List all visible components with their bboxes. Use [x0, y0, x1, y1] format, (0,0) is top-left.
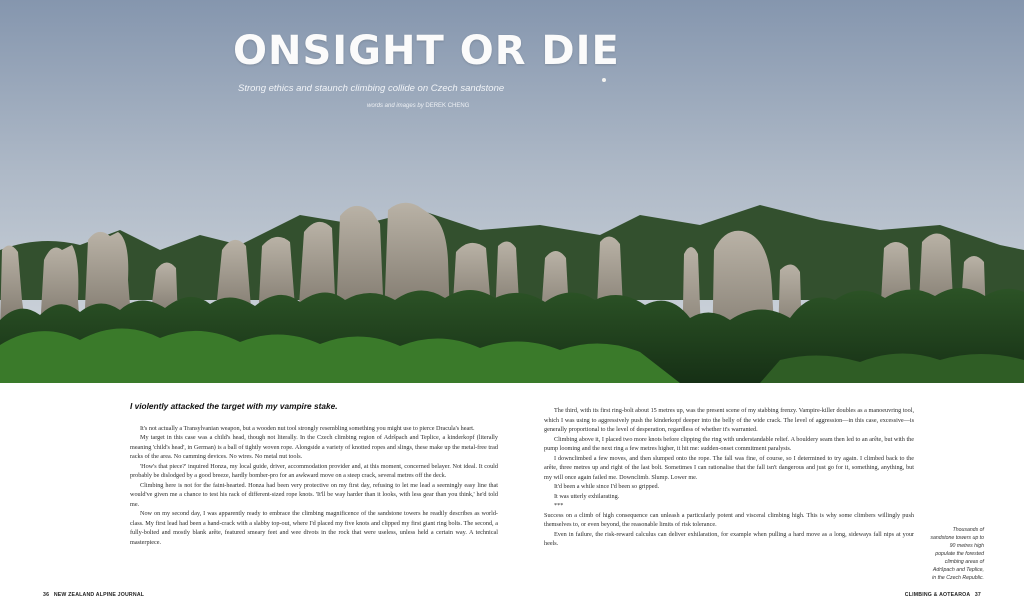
moon	[602, 78, 606, 82]
byline	[367, 103, 469, 109]
paragraph: Climbing here is not for the faint-hearted. Honza had been very protective on my first day, refusing to let me lead a seemingly easy line that would've given me a chance to test his rack of different-sized rope knots. 'It'll be way harder than it looks, with less gear than you think,' he'd told me.	[130, 481, 498, 508]
paragraph: My target in this case was a child's head, though not literally. In the Czech climbing region of Adršpach and Teplice, a kinderkopf (literally meaning 'child's head', in German) is a ball of tightly woven rope. Alongside a variety of knotted ropes and slings, these make up the metal-free trad racks of the area. No camming devices. No wires. No metal nut tools.	[130, 434, 498, 460]
article-subtitle: Strong ethics and staunch climbing collide on Czech sandstone	[238, 83, 505, 94]
journal-title: NEW ZEALAND ALPINE JOURNAL	[53, 592, 145, 598]
paragraph: It was utterly exhilarating.	[554, 492, 620, 500]
lede: I violently attacked the target with my vampire stake.	[130, 401, 338, 411]
article-title: ONSIGHT OR DIE	[233, 28, 620, 74]
paragraph: It'd been a while since I'd been so gripped.	[554, 483, 660, 490]
paragraph: 'How's that piece?' inquired Honza, my local guide, driver, accommodation provider and, at this moment, concerned belayer. Not ideal. It could probably be dislodged by a good breeze, hardly bomber-pro for an awkward move on a steep crack, several metres off the deck.	[130, 462, 498, 479]
byline-prefix: words and images by	[367, 103, 424, 109]
paragraph: The third, with its first ring-bolt about 15 metres up, was the present scene of my stabbing frenzy. Vampire-killer doubles as a manoeuvring tool, which I was using to aggressively push the kinderkopf deeper into the belly of the wide crack. The level of aggression—in this case, excessive—is generally proportional to the level of desperation, regardless of whether it's warranted.	[544, 407, 914, 433]
right-column	[544, 406, 914, 549]
paragraph: Now on my second day, I was apparently ready to embrace the climbing magnificence of the sandstone towers he readily describes as world-class. My first lead had been a hand-crack with a slabby top-out, where I'd placed my five knots and clipped my first giant ring bolts. The second, a fully-bolted and mostly blank arête, featured smeary feet and wee divots in the rock that were useless, unless held a certain way. A technical masterpiece.	[130, 510, 498, 546]
right-trees	[760, 353, 1024, 383]
footer-right	[905, 592, 984, 598]
photo-caption: Thousands of sandstone towers up to 90 metres high populate the forested climbing areas of Adršpach and Teplice, in the Czech Republic.	[930, 527, 984, 581]
paragraph: Climbing above it, I placed two more knots before clipping the ring with understandable relief. A bouldery seam then led to an arête, but with the pump looming and the next ring a few metres higher, it hit me: sudden-onset commitment paralysis.	[544, 435, 914, 452]
page-number-left: 36	[43, 592, 50, 598]
left-column	[130, 402, 498, 547]
paragraph: Even in failure, the risk-reward calculus can deliver exhilaration, for example when pulling a hard move as a long, sideways fall nips at your heels.	[544, 530, 914, 547]
page-number-right: 37	[974, 592, 981, 598]
section-title: CLIMBING & AOTEAROA	[904, 592, 971, 598]
paragraph: Success on a climb of high consequence can unleash a particularly potent and visceral climbing high. This is why some climbers willingly push themselves to, or even beyond, the reasonable limits of risk tolerance.	[544, 511, 914, 528]
paragraph: I downclimbed a few moves, and then slumped onto the rope. The fall was fine, of course, so I determined to try again. I climbed back to the arête, three metres up and right of the last bolt. Sometimes I can rationalise that the fall isn't dangerous and just go for it, something, anything, but my will once again failed me. Downclimb. Slump. Lower me.	[544, 454, 914, 481]
author-name: DEREK CHENG	[425, 103, 470, 109]
paragraph: It's not actually a Transylvanian weapon, but a wooden nut tool strongly resembling something you might use to pierce Dracula's heart.	[140, 424, 475, 432]
footer-left	[40, 592, 144, 598]
section-separator: ***	[554, 502, 564, 509]
